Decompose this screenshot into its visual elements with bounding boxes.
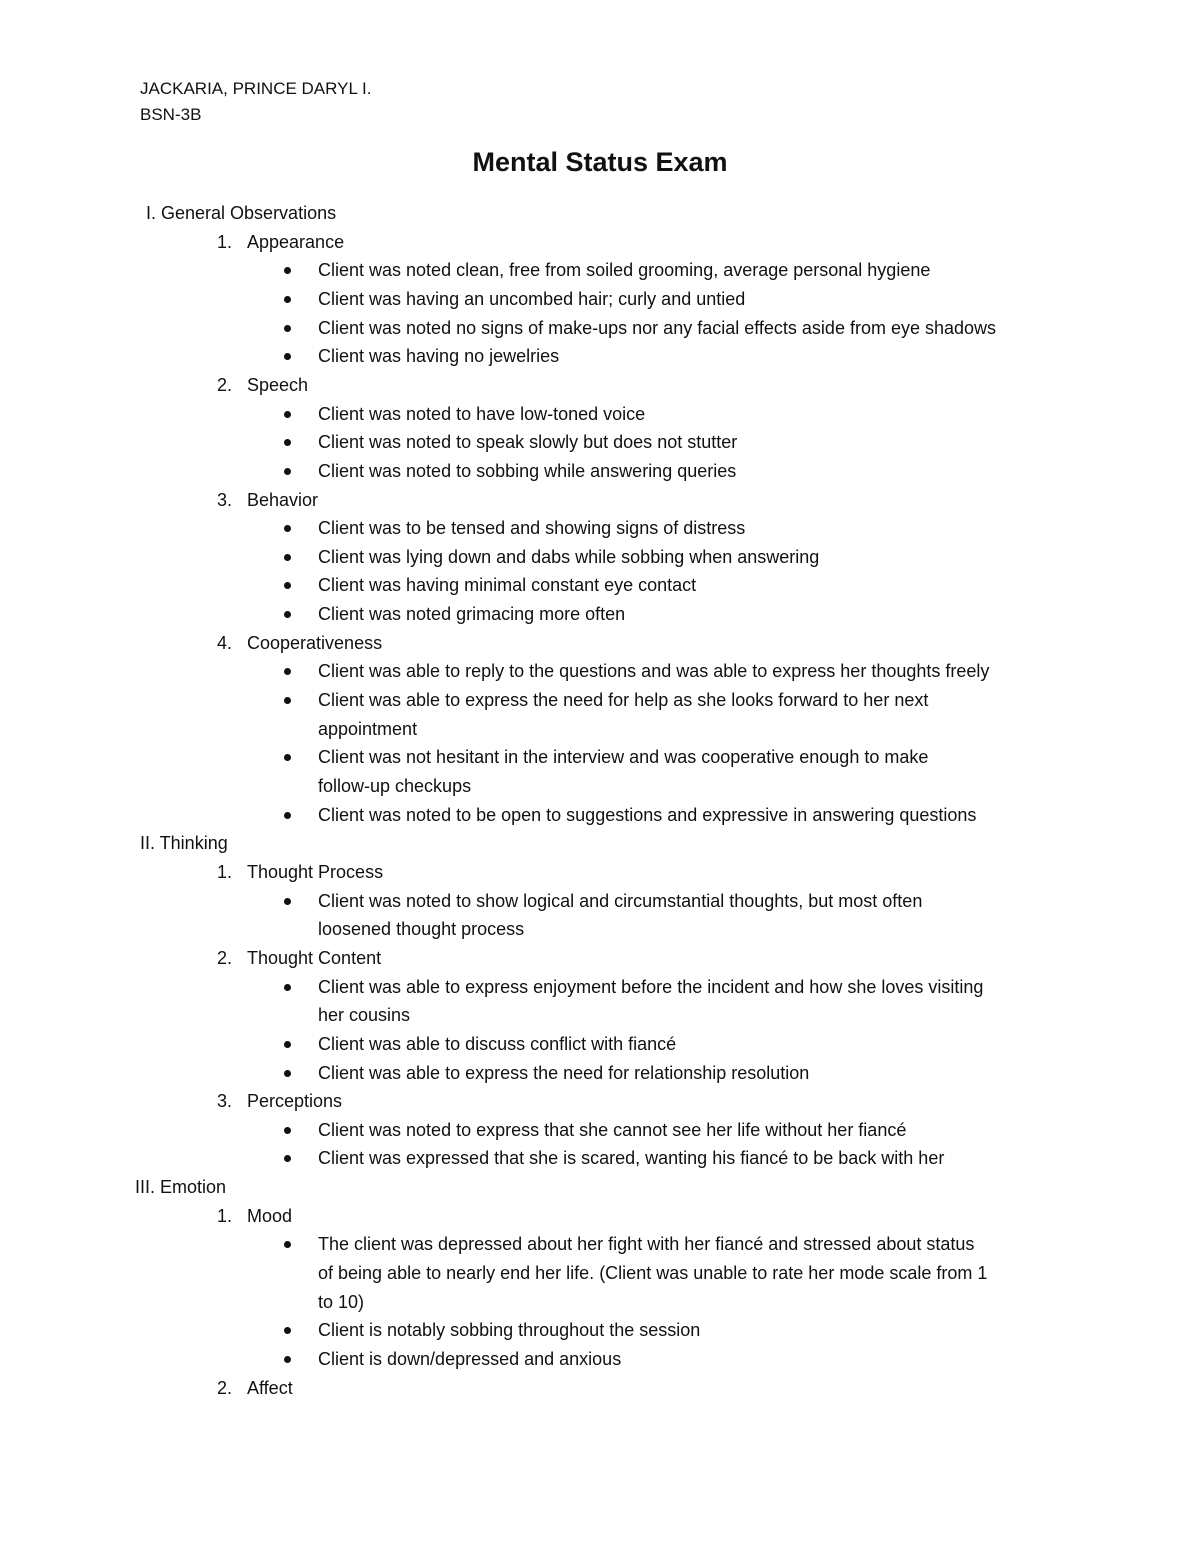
bullet-text: Client was not hesitant in the interview and was cooperative enough to make (318, 747, 929, 768)
bullet-marker (284, 554, 291, 561)
bullet-marker (284, 1127, 291, 1134)
student-name: JACKARIA, PRINCE DARYL I. (140, 79, 372, 98)
bullet-continuation (0, 1259, 1200, 1287)
bullet-item (0, 1116, 1200, 1144)
subsection-number: 3. (216, 489, 232, 510)
bullet-marker (284, 439, 291, 446)
bullet-text: Client was to be tensed and showing signs of distress (318, 518, 746, 539)
bullet-text: Client was noted to express that she cannot see her life without her fiancé (318, 1119, 907, 1140)
bullet-marker (284, 984, 291, 991)
bullet-item (0, 1144, 1200, 1172)
subsection-label: Cooperativeness (247, 632, 383, 653)
bullet-item (0, 657, 1200, 685)
subsection-label: Thought Content (247, 947, 382, 968)
bullet-marker (284, 267, 291, 274)
subsection-label: Behavior (247, 489, 319, 510)
bullet-marker (284, 1356, 291, 1363)
subsection-label: Affect (247, 1377, 293, 1398)
bullet-item (0, 743, 1200, 771)
bullet-continuation (0, 772, 1200, 800)
bullet-item (0, 571, 1200, 599)
subsection-number: 1. (216, 1205, 232, 1226)
section-heading (0, 829, 1200, 857)
bullet-text: The client was depressed about her fight with her fiancé and stressed about status (318, 1234, 975, 1255)
bullet-text: Client is down/depressed and anxious (318, 1349, 622, 1369)
bullet-item (0, 514, 1200, 542)
subsection-number: 2. (216, 374, 232, 395)
bullet-text: Client was able to discuss conflict with fiancé (318, 1033, 677, 1054)
subsection-heading (0, 944, 1200, 972)
bullet-item (0, 543, 1200, 571)
bullet-marker (284, 582, 291, 589)
bullet-text: to 10) (318, 1291, 365, 1312)
bullet-item (0, 1345, 1200, 1373)
bullet-item (0, 1316, 1200, 1344)
bullet-text: Client was having no jewelries (318, 346, 560, 367)
bullet-text: Client was noted to be open to suggestions and expressive in answering questions (318, 804, 977, 825)
bullet-text: her cousins (318, 1005, 411, 1026)
subsection-heading (0, 486, 1200, 514)
bullet-marker (284, 668, 291, 675)
subsection-heading (0, 1087, 1200, 1115)
bullet-marker (284, 1155, 291, 1162)
bullet-item (0, 801, 1200, 829)
bullet-text: Client was noted grimacing more often (318, 604, 626, 625)
subsection-heading (0, 371, 1200, 399)
bullet-item (0, 285, 1200, 313)
bullet-continuation (0, 1001, 1200, 1029)
bullet-item (0, 400, 1200, 428)
section-heading-text: II. Thinking (140, 833, 228, 854)
bullet-text: Client is notably sobbing throughout the session (318, 1320, 701, 1341)
bullet-item (0, 342, 1200, 370)
bullet-marker (284, 898, 291, 905)
bullet-item (0, 1030, 1200, 1058)
bullet-text: Client was noted clean, free from soiled grooming, average personal hygiene (318, 260, 931, 281)
section-heading-text: I. General Observations (146, 203, 337, 223)
bullet-item (0, 1059, 1200, 1087)
bullet-item (0, 600, 1200, 628)
subsection-heading (0, 1202, 1200, 1230)
bullet-text: Client was able to reply to the questions and was able to express her thoughts freely (318, 661, 990, 682)
bullet-text: appointment (318, 718, 418, 739)
section-heading (0, 199, 1200, 227)
bullet-marker (284, 411, 291, 418)
bullet-marker (284, 353, 291, 360)
subsection-heading (0, 228, 1200, 256)
subsection-label: Appearance (247, 231, 345, 252)
bullet-marker (284, 525, 291, 532)
bullet-continuation (0, 1288, 1200, 1316)
bullet-item (0, 686, 1200, 714)
bullet-item (0, 457, 1200, 485)
bullet-text: Client was having an uncombed hair; curly and untied (318, 288, 746, 309)
section-heading-text: III. Emotion (135, 1177, 227, 1198)
bullet-marker (284, 1041, 291, 1048)
subsection-number: 1. (216, 861, 232, 882)
bullet-marker (284, 296, 291, 303)
bullet-item (0, 428, 1200, 456)
bullet-text: Client was able to express enjoyment before the incident and how she loves visiting (318, 976, 984, 997)
bullet-marker (284, 611, 291, 618)
bullet-text: Client was noted no signs of make-ups nor any facial effects aside from eye shadows (318, 317, 997, 338)
bullet-text: Client was expressed that she is scared, wanting his fiancé to be back with her (318, 1148, 945, 1169)
bullet-marker (284, 1070, 291, 1077)
bullet-marker (284, 812, 291, 819)
bullet-text: Client was able to express the need for help as she looks forward to her next (318, 690, 929, 710)
subsection-heading (0, 858, 1200, 886)
bullet-item (0, 256, 1200, 284)
student-section: BSN-3B (140, 105, 202, 124)
bullet-text: of being able to nearly end her life. (Client was unable to rate her mode scale from 1 (318, 1263, 988, 1283)
bullet-text: Client was noted to show logical and circumstantial thoughts, but most often (318, 890, 923, 911)
bullet-text: Client was noted to sobbing while answering queries (318, 460, 737, 481)
bullet-item (0, 887, 1200, 915)
bullet-item (0, 314, 1200, 342)
subsection-label: Speech (247, 374, 309, 395)
subsection-label: Mood (247, 1205, 293, 1226)
bullet-item (0, 1230, 1200, 1258)
bullet-marker (284, 468, 291, 475)
bullet-text: Client was noted to speak slowly but does not stutter (318, 432, 738, 453)
bullet-continuation (0, 715, 1200, 743)
subsection-number: 2. (216, 947, 232, 968)
subsection-number: 1. (216, 231, 232, 252)
bullet-continuation (0, 915, 1200, 943)
page-title: Mental Status Exam (472, 147, 728, 177)
subsection-number: 2. (216, 1377, 232, 1398)
subsection-number: 4. (216, 632, 232, 653)
subsection-label: Thought Process (247, 861, 384, 882)
subsection-number: 3. (216, 1091, 232, 1112)
bullet-text: Client was noted to have low-toned voice (318, 403, 646, 424)
bullet-item (0, 973, 1200, 1001)
bullet-marker (284, 697, 291, 704)
subsection-label: Perceptions (247, 1091, 343, 1112)
bullet-marker (284, 754, 291, 761)
bullet-text: Client was able to express the need for relationship resolution (318, 1062, 810, 1083)
bullet-marker (284, 1241, 291, 1248)
subsection-heading (0, 629, 1200, 657)
bullet-marker (284, 1327, 291, 1334)
bullet-text: follow-up checkups (318, 776, 472, 796)
bullet-marker (284, 325, 291, 332)
section-heading (0, 1173, 1200, 1201)
subsection-heading (0, 1374, 1200, 1402)
bullet-text: Client was having minimal constant eye contact (318, 575, 697, 596)
bullet-text: loosened thought process (318, 919, 525, 940)
bullet-text: Client was lying down and dabs while sobbing when answering (318, 546, 820, 567)
